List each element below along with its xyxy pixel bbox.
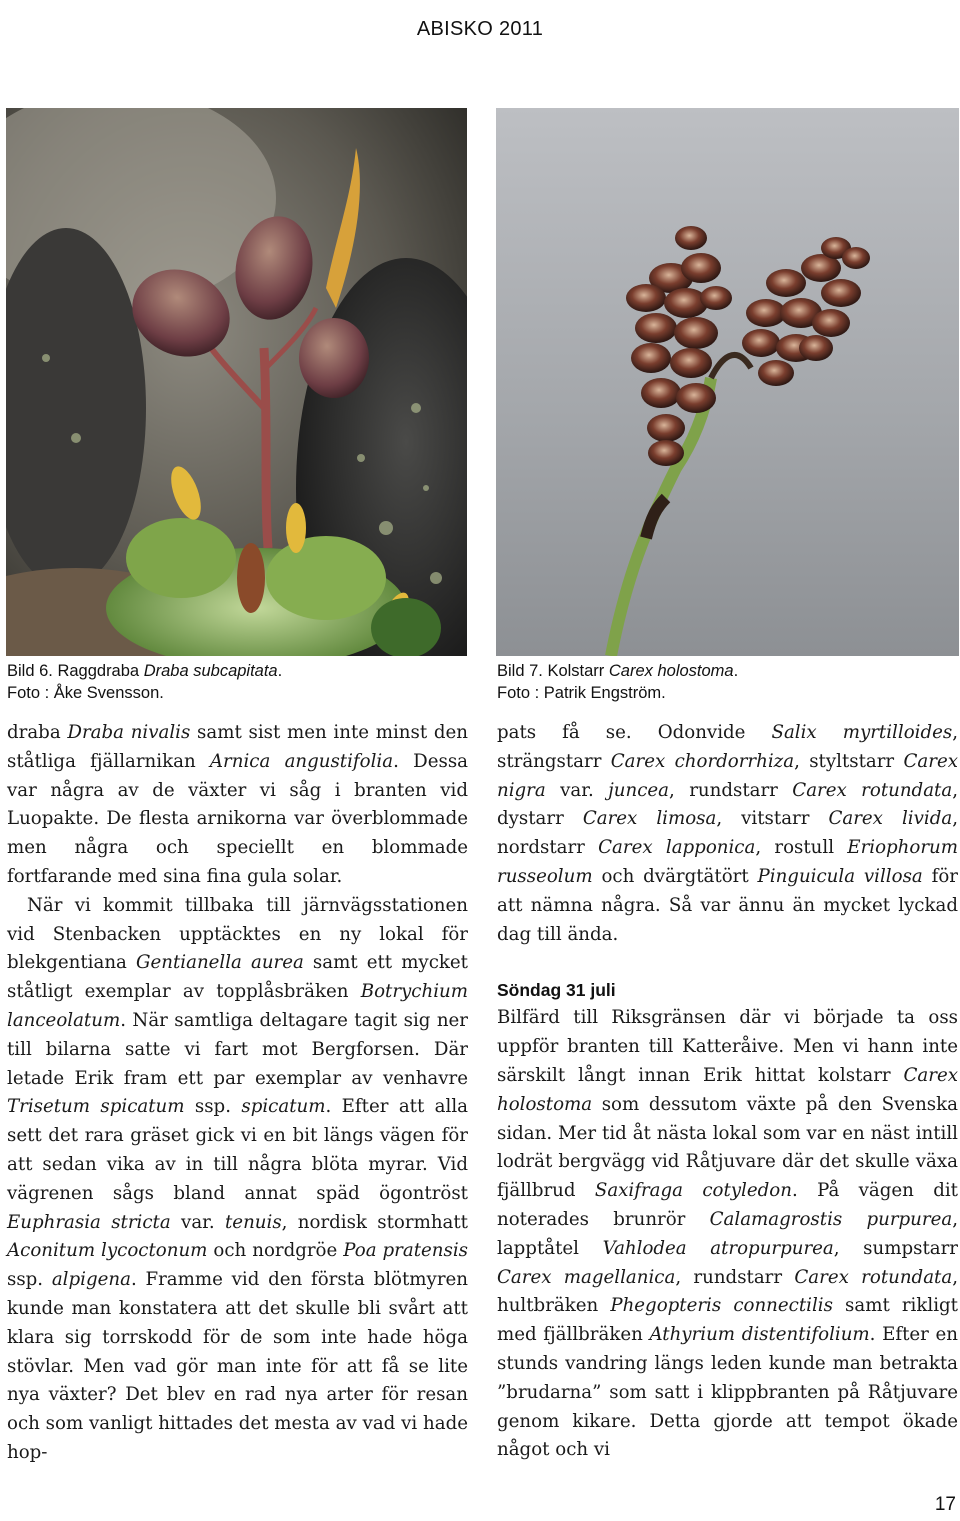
species-name: Poa pratensis [343,1240,468,1262]
species-name: Eriophorum russeolum [497,837,958,887]
photo-draba-subcapitata [6,108,467,656]
text-column-right [497,719,958,1465]
section-heading: Söndag 31 juli [497,980,616,1001]
species-name: Phegopteris connectilis [610,1295,833,1317]
page-number: 17 [934,1494,956,1515]
species-name: Carex rotundata [792,779,953,801]
species-name: Carex nigra [497,750,958,801]
species-name: Botrychium lanceolatum [7,981,468,1031]
species-name: Carex lapponica [598,837,756,859]
species-name: Carex livida [828,808,953,830]
running-header: ABISKO 2011 [416,18,544,40]
species-name: Athyrium distentifolium [649,1324,870,1346]
caption-photo-credit: Foto : Patrik Engström. [497,684,666,702]
caption-photo-credit: Foto : Åke Svensson. [7,684,164,702]
species-name: Trisetum spicatum [7,1096,185,1118]
figure-caption-6 [7,660,282,704]
species-name: Carex chordorrhiza [610,750,795,772]
paragraph: draba Draba nivalis samt sist men inte minst den ståtliga fjällarnikan Arnica angustifolia. Dessa var några av de växter vi såg i branten vid Luopakte. De flesta arnikorna var överblommade men några och speciellt en blommade fortfarande med sina fina gula solar. [7,722,469,887]
species-name: Carex rotundata [794,1266,953,1288]
species-name: tenuis [225,1211,282,1233]
paragraph: pats få se. Odonvide Salix myrtilloides, strängstarr Carex chordorrhiza, styltstarr Carex nigra var. juncea, rundstarr Carex rotundata, dystarr Carex limosa, vitstarr Carex livida, nordstarr Carex lapponica, rostull Eriophorum russeolum och dvärgtätört Pinguicula villosa för att nämna några. Så var ännu än mycket lyckad dag till ända. [497,722,958,945]
species-name: juncea [608,779,670,801]
species-name: spicatum [241,1096,326,1118]
figure-caption-7 [497,660,738,704]
species-name: alpigena [51,1269,131,1291]
species-name: Gentianella aurea [135,952,304,974]
caption-title: Bild 6. Raggdraba Draba subcapitata. [7,662,283,680]
paragraph: Bilfärd till Riksgränsen där vi började ta oss uppför branten till Katteråive. Men vi hann inte särskilt långt innan Erik hittat kolstarr Carex holostoma som dessutom växte på den Svenska sidan. Mer tid åt nästa lokal som var en näst intill lodrät bergvägg vid Råtjuvare där det skulle växa fjällbrud Saxifraga cotyledon. På vägen dit noterades brunrör Calamagrostis purpurea, lapptåtel Vahlodea atropurpurea, sumpstarr Carex magellanica, rundstarr Carex rotundata, hultbräken Phegopteris connectilis samt rikligt med fjällbräken Athyrium distentifolium. Efter en stunds vandring längs leden kunde man betrakta ”brudarna” som satt i klippbranten på Råtjuvare genom kikare. Detta gjorde att tempot ökade något och vi [497,1007,958,1461]
photo-carex-holostoma [496,108,959,656]
species-name: Carex magellanica [497,1266,676,1288]
species-name: Carex holostoma [497,1064,958,1115]
species-name: Salix myrtilloides [771,722,953,743]
caption-title: Bild 7. Kolstarr Carex holostoma. [497,662,739,680]
species-name: Arnica angustifolia [209,750,394,772]
species-name: Carex limosa [582,808,717,830]
species-name: Aconitum lycoctonum [7,1240,208,1262]
text-column-left [7,719,468,1468]
paragraph: När vi kommit tillbaka till järnvägsstationen vid Stenbacken upptäcktes en ny lokal för blekgentiana Gentianella aurea samt ett mycket ståtligt exemplar av topplåsbräken Botrychium lanceolatum. När samtliga deltagare tagit sig ner till bilarna satte vi fart mot Bergforsen. Där letade Erik fram ett par exemplar av venhavre Trisetum spicatum ssp. spicatum. Efter att alla sett det rara gräset gick vi en bit längs vägen för att sedan vika av in till några blöta myrar. Vid vägrenen sågs bland annat späd ögontröst Euphrasia stricta var. tenuis, nordisk stormhatt Aconitum lycoctonum och nordgröe Poa pratensis ssp. alpigena. Framme vid den första blötmyren kunde man konstatera att det skulle bli svårt att klara sig torrskodd för de som inte hade höga stövlar. Men vad gör man inte för att få se lite nya växter? Det blev en rad nya arter för resan och som vanligt hittades det mesta av vad vi hade hop- [7,894,469,1463]
species-name: Pinguicula villosa [757,865,923,887]
species-name: Calamagrostis purpurea [709,1208,953,1230]
species-name: Draba nivalis [67,722,191,743]
species-name: Saxifraga cotyledon [594,1180,792,1202]
species-name: Vahlodea atropurpurea [602,1237,834,1259]
species-name: Euphrasia stricta [7,1211,171,1233]
